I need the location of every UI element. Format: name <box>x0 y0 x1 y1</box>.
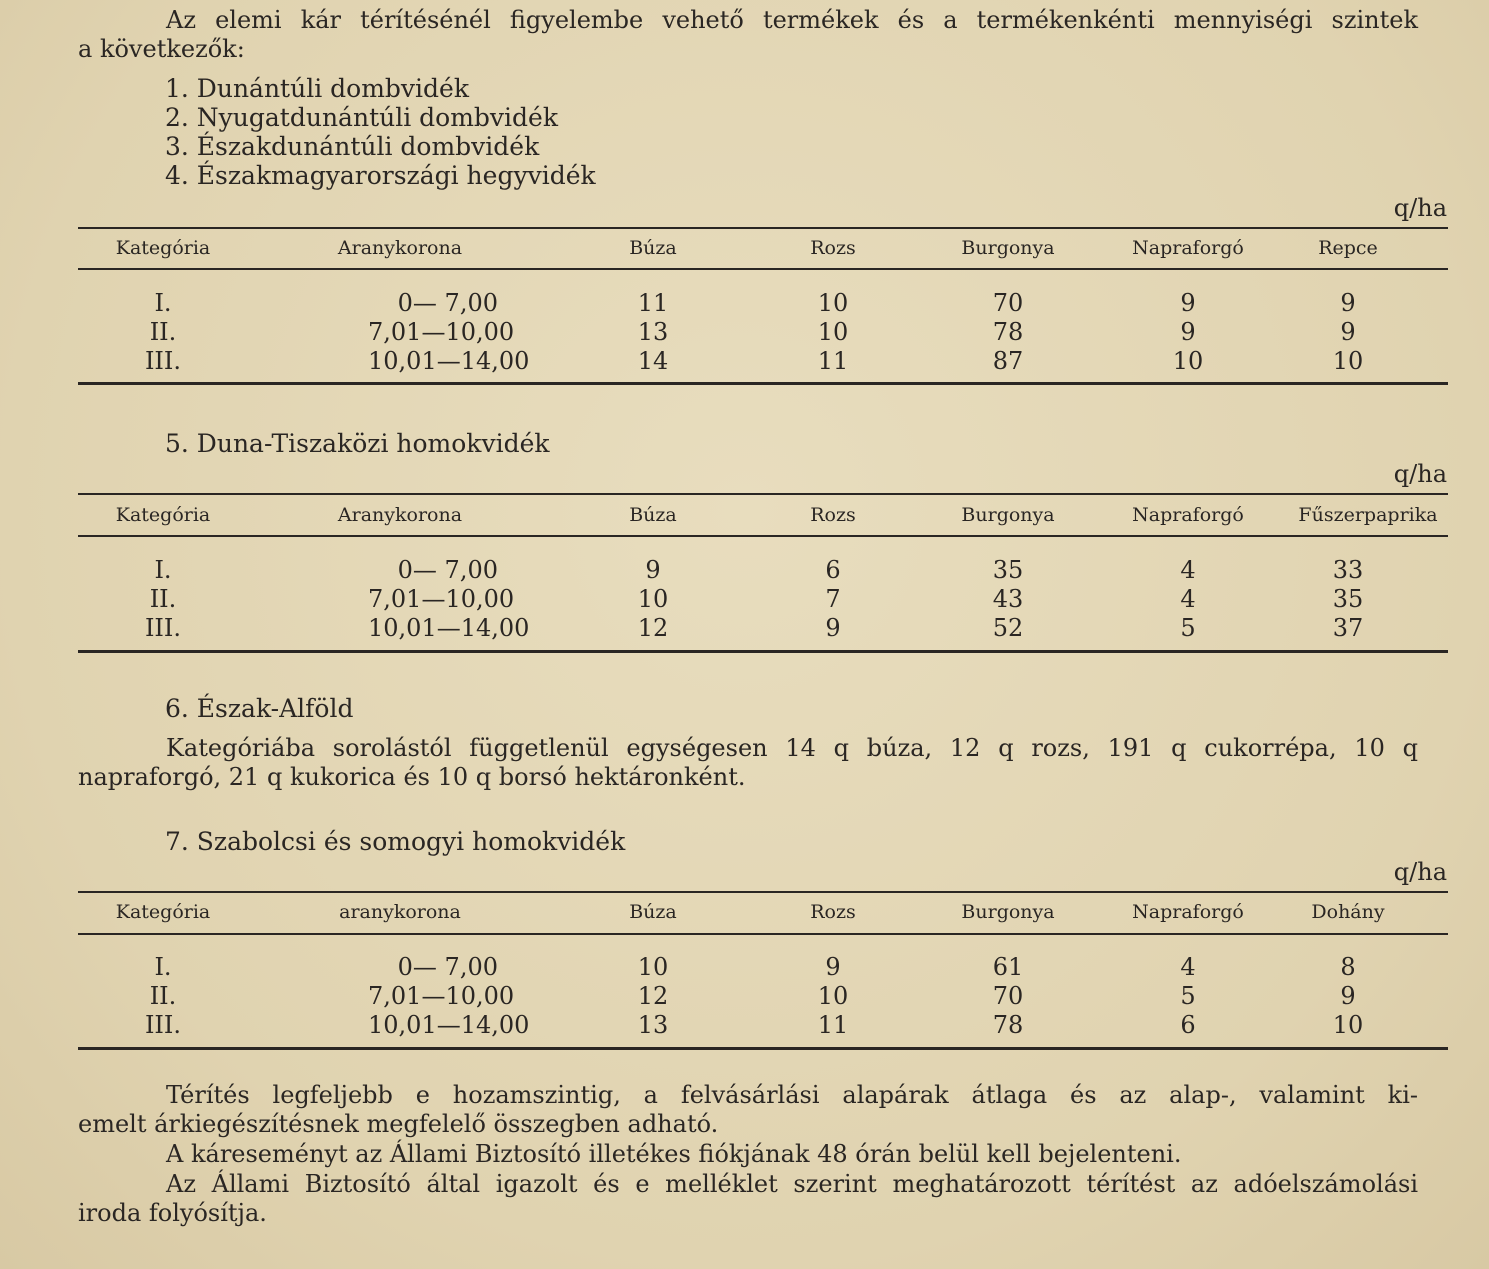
table2-header-napraforgo: Napraforgó <box>1132 504 1244 526</box>
table2-cell-buza: 9 <box>645 556 661 584</box>
table1-cell-aranykorona: 10,01—14,00 <box>368 347 530 375</box>
table1-cell-burgonya: 87 <box>992 347 1024 375</box>
table3-bottom-rule <box>78 1047 1448 1050</box>
table1-header-row <box>78 237 1448 265</box>
table3-cell-dohany: 9 <box>1340 982 1356 1010</box>
table-row <box>78 347 1448 376</box>
table3-cell-napraforgo: 5 <box>1180 982 1196 1010</box>
table3-cell-rozs: 11 <box>817 1011 849 1039</box>
table2-cell-fuszerpaprika: 33 <box>1332 556 1364 584</box>
table2-cell-napraforgo: 4 <box>1180 585 1196 613</box>
closing-paragraph-2 <box>78 1140 1418 1169</box>
table2-header-rozs: Rozs <box>810 504 856 526</box>
table3-cell-buza: 12 <box>637 982 669 1010</box>
table2-cell-napraforgo: 4 <box>1180 556 1196 584</box>
table2-cell-burgonya: 35 <box>992 556 1024 584</box>
table1-header-rule <box>78 268 1448 270</box>
table3-header-buza: Búza <box>629 901 677 923</box>
region-item-1: 1. Dunántúli dombvidék <box>165 74 469 103</box>
table3-unit: q/ha <box>1393 858 1447 886</box>
section6-paragraph <box>78 734 1418 792</box>
table-row <box>78 982 1448 1011</box>
table3-cell-aranykorona: 10,01—14,00 <box>368 1011 530 1039</box>
table-row <box>78 289 1448 318</box>
intro-paragraph <box>78 6 1418 64</box>
table-row <box>78 318 1448 347</box>
table1-cell-napraforgo: 9 <box>1180 289 1196 317</box>
table1-bottom-rule <box>78 382 1448 385</box>
table2-cell-aranykorona: 7,01—10,00 <box>368 585 515 613</box>
table3-cell-napraforgo: 4 <box>1180 953 1196 981</box>
table1-cell-napraforgo: 9 <box>1180 318 1196 346</box>
table3-cell-burgonya: 61 <box>992 953 1024 981</box>
table1-cell-aranykorona: 0— 7,00 <box>397 289 498 317</box>
table1-top-rule <box>78 227 1448 229</box>
table1-cell-rozs: 11 <box>817 347 849 375</box>
table2-header-rule <box>78 535 1448 537</box>
table2-cell-burgonya: 52 <box>992 614 1024 642</box>
table3-cell-napraforgo: 6 <box>1180 1011 1196 1039</box>
table3-cell-rozs: 9 <box>825 953 841 981</box>
closing-p1-line-2: emelt árkiegészítésnek megfelelő összegben adható. <box>78 1110 719 1138</box>
table2-cell-fuszerpaprika: 37 <box>1332 614 1364 642</box>
table2-bottom-rule <box>78 650 1448 653</box>
table-row <box>78 1011 1448 1040</box>
table-row <box>78 614 1448 643</box>
table2-header-fuszerpaprika: Fűszerpaprika <box>1298 504 1438 526</box>
table3-header-row <box>78 901 1448 929</box>
table3-cell-rozs: 10 <box>817 982 849 1010</box>
table1-cell-buza: 11 <box>637 289 669 317</box>
table1-cell-aranykorona: 7,01—10,00 <box>368 318 515 346</box>
table3-cell-kategoria: I. <box>154 953 172 981</box>
table2-cell-napraforgo: 5 <box>1180 614 1196 642</box>
table2-cell-kategoria: I. <box>154 556 172 584</box>
intro-line-2: a következők: <box>78 35 245 63</box>
table1-cell-burgonya: 70 <box>992 289 1024 317</box>
intro-line-1: Az elemi kár térítésénél figyelembe vehető termékek és a termékenkénti mennyiségi szintek <box>166 6 1418 34</box>
table1-header-burgonya: Burgonya <box>961 237 1055 259</box>
table3-header-aranykorona: aranykorona <box>339 901 461 923</box>
table3-cell-aranykorona: 7,01—10,00 <box>368 982 515 1010</box>
closing-p3-line-1: Az Állami Biztosító által igazolt és e melléklet szerint meghatározott térítést az adóelszámolási <box>166 1170 1418 1198</box>
table2-top-rule <box>78 493 1448 495</box>
table2-cell-buza: 10 <box>637 585 669 613</box>
closing-paragraph-1 <box>78 1081 1418 1139</box>
table2-cell-rozs: 7 <box>825 585 841 613</box>
table3-cell-aranykorona: 0— 7,00 <box>397 953 498 981</box>
table3-header-rule <box>78 933 1448 935</box>
table1-header-rozs: Rozs <box>810 237 856 259</box>
table3-cell-dohany: 8 <box>1340 953 1356 981</box>
table3-cell-dohany: 10 <box>1332 1011 1364 1039</box>
table1-cell-rozs: 10 <box>817 318 849 346</box>
table-row <box>78 953 1448 982</box>
table2-header-kategoria: Kategória <box>115 504 211 526</box>
table1-cell-kategoria: II. <box>149 318 177 346</box>
table1-header-buza: Búza <box>629 237 677 259</box>
table2-header-row <box>78 504 1448 532</box>
table2-cell-buza: 12 <box>637 614 669 642</box>
region-item-2: 2. Nyugatdunántúli dombvidék <box>165 103 558 132</box>
section6-title: 6. Észak-Alföld <box>165 694 354 723</box>
table2-cell-kategoria: III. <box>144 614 182 642</box>
table3-cell-buza: 10 <box>637 953 669 981</box>
table-row <box>78 585 1448 614</box>
table2-unit: q/ha <box>1393 460 1447 488</box>
table2-cell-fuszerpaprika: 35 <box>1332 585 1364 613</box>
table1-cell-napraforgo: 10 <box>1172 347 1204 375</box>
table-row <box>78 556 1448 585</box>
closing-p1-line-1: Térítés legfeljebb e hozamszintig, a felvásárlási alapárak átlaga és az alap-, valamint ki- <box>166 1081 1418 1109</box>
closing-p3-line-2: iroda folyósítja. <box>78 1199 267 1227</box>
table2-header-buza: Búza <box>629 504 677 526</box>
table3-header-napraforgo: Napraforgó <box>1132 901 1244 923</box>
table3-cell-buza: 13 <box>637 1011 669 1039</box>
table1-cell-burgonya: 78 <box>992 318 1024 346</box>
closing-p2-line-1: A káreseményt az Állami Biztosító illetékes fiókjának 48 órán belül kell bejelenteni. <box>166 1140 1182 1168</box>
table1-header-repce: Repce <box>1318 237 1378 259</box>
table1-cell-repce: 10 <box>1332 347 1364 375</box>
table2-header-aranykorona: Aranykorona <box>337 504 463 526</box>
section5-title: 5. Duna-Tiszaközi homokvidék <box>165 429 550 458</box>
table1-cell-rozs: 10 <box>817 289 849 317</box>
section7-title: 7. Szabolcsi és somogyi homokvidék <box>165 827 626 856</box>
table2-header-burgonya: Burgonya <box>961 504 1055 526</box>
table2-cell-kategoria: II. <box>149 585 177 613</box>
table3-header-burgonya: Burgonya <box>961 901 1055 923</box>
table3-header-dohany: Dohány <box>1311 901 1385 923</box>
table1-header-aranykorona: Aranykorona <box>337 237 463 259</box>
table1-header-kategoria: Kategória <box>115 237 211 259</box>
table1-cell-buza: 13 <box>637 318 669 346</box>
table1-unit: q/ha <box>1393 194 1447 222</box>
table3-top-rule <box>78 891 1448 893</box>
table1-cell-kategoria: III. <box>144 347 182 375</box>
closing-paragraph-3 <box>78 1170 1418 1228</box>
table2-cell-burgonya: 43 <box>992 585 1024 613</box>
table2-cell-aranykorona: 0— 7,00 <box>397 556 498 584</box>
section6-line-2: napraforgó, 21 q kukorica és 10 q borsó hektáronként. <box>78 763 746 791</box>
region-item-3: 3. Északdunántúli dombvidék <box>165 132 540 161</box>
table3-cell-kategoria: III. <box>144 1011 182 1039</box>
table1-cell-kategoria: I. <box>154 289 172 317</box>
table1-header-napraforgo: Napraforgó <box>1132 237 1244 259</box>
table2-cell-aranykorona: 10,01—14,00 <box>368 614 530 642</box>
table1-cell-repce: 9 <box>1340 318 1356 346</box>
table2-cell-rozs: 6 <box>825 556 841 584</box>
table3-header-rozs: Rozs <box>810 901 856 923</box>
table3-cell-burgonya: 78 <box>992 1011 1024 1039</box>
table1-cell-repce: 9 <box>1340 289 1356 317</box>
table1-cell-buza: 14 <box>637 347 669 375</box>
section6-line-1: Kategóriába sorolástól függetlenül egységesen 14 q búza, 12 q rozs, 191 q cukorrépa, 10 q <box>166 734 1418 762</box>
table3-header-kategoria: Kategória <box>115 901 211 923</box>
table3-cell-burgonya: 70 <box>992 982 1024 1010</box>
region-item-4: 4. Északmagyarországi hegyvidék <box>165 161 596 190</box>
table2-cell-rozs: 9 <box>825 614 841 642</box>
table3-cell-kategoria: II. <box>149 982 177 1010</box>
